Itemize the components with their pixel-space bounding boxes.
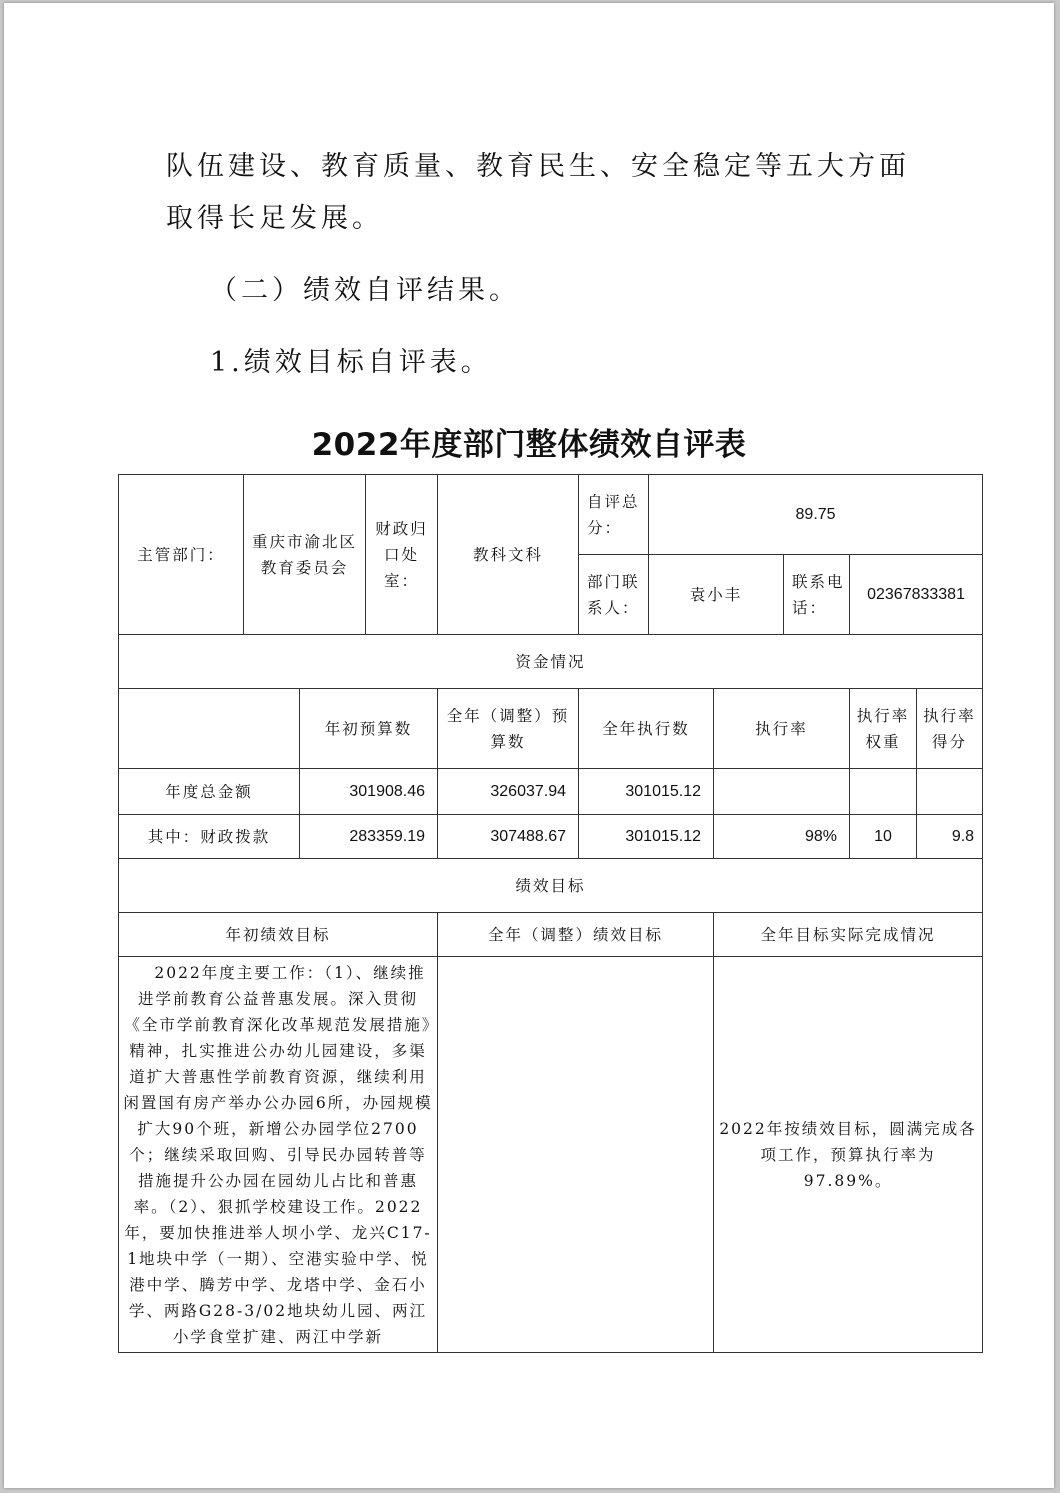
row-executed: 301015.12	[579, 815, 714, 859]
office-value: 教科文科	[438, 475, 579, 635]
subsection-heading: 1.绩效目标自评表。	[210, 347, 492, 378]
row-label: 年度总金额	[119, 769, 300, 815]
score-value: 89.75	[649, 475, 983, 555]
table-row	[119, 769, 983, 815]
phone-value: 02367833381	[850, 555, 983, 635]
funds-col-blank	[119, 689, 300, 769]
row-adjusted: 326037.94	[438, 769, 579, 815]
contact-value: 袁小丰	[649, 555, 784, 635]
adjusted-goal-text	[438, 957, 714, 1353]
goals-col-initial: 年初绩效目标	[119, 913, 438, 957]
initial-goal-content: 2022年度主要工作：（1）、继续推进学前教育公益普惠发展。深入贯彻《全市学前教育深化改革规范发展措施》精神，扎实推进公办幼儿园建设，多渠道扩大普惠性学前教育资源，继续利用闲置国有房产举办公办园6所，办园规模扩大90个班，新增公办园学位2700个；继续采取回购、引导民办园转普等措施提升公办园在园幼儿占比和普惠率。（2）、狠抓学校建设工作。2022年，要加快推进举人坝小学、龙兴C17-1地块中学（一期）、空港实验中学、悦港中学、腾芳中学、龙塔中学、金石小学、两路G28-3/02地块幼儿园、两江小学食堂扩建、两江中学新	[123, 963, 433, 1346]
row-score: 9.8	[917, 815, 983, 859]
row-adjusted: 307488.67	[438, 815, 579, 859]
table-title: 2022年度部门整体绩效自评表	[311, 427, 747, 463]
score-label: 自评总分：	[579, 475, 649, 555]
goals-col-actual: 全年目标实际完成情况	[714, 913, 983, 957]
dept-value: 重庆市渝北区教育委员会	[244, 475, 366, 635]
funds-col-initial: 年初预算数	[300, 689, 438, 769]
funds-col-adjusted: 全年（调整）预算数	[438, 689, 579, 769]
section-heading: （二）绩效自评结果。	[210, 275, 520, 306]
office-label: 财政归口处室：	[366, 475, 438, 635]
row-initial: 283359.19	[300, 815, 438, 859]
row-weight: 10	[850, 815, 917, 859]
funds-col-score: 执行率得分	[917, 689, 983, 769]
row-label: 其中：财政拨款	[119, 815, 300, 859]
goals-col-adjusted: 全年（调整）绩效目标	[438, 913, 714, 957]
row-executed: 301015.12	[579, 769, 714, 815]
row-initial: 301908.46	[300, 769, 438, 815]
dept-label: 主管部门：	[119, 475, 244, 635]
row-rate: 98%	[714, 815, 850, 859]
actual-completion-text: 2022年按绩效目标，圆满完成各项工作，预算执行率为97.89%。	[714, 957, 983, 1353]
phone-label: 联系电话：	[784, 555, 850, 635]
document-page	[4, 3, 1054, 1488]
row-rate	[714, 769, 850, 815]
funds-col-weight: 执行率权重	[850, 689, 917, 769]
funds-col-rate: 执行率	[714, 689, 850, 769]
contact-label: 部门联系人：	[579, 555, 649, 635]
funds-section-title: 资金情况	[119, 635, 983, 689]
row-score	[917, 769, 983, 815]
initial-goal-text	[119, 957, 438, 1353]
row-weight	[850, 769, 917, 815]
performance-table	[118, 474, 983, 1353]
funds-col-executed: 全年执行数	[579, 689, 714, 769]
body-paragraph-1: 队伍建设、教育质量、教育民生、安全稳定等五大方面取得长足发展。	[166, 151, 910, 234]
table-row	[119, 815, 983, 859]
goals-section-title: 绩效目标	[119, 859, 983, 913]
